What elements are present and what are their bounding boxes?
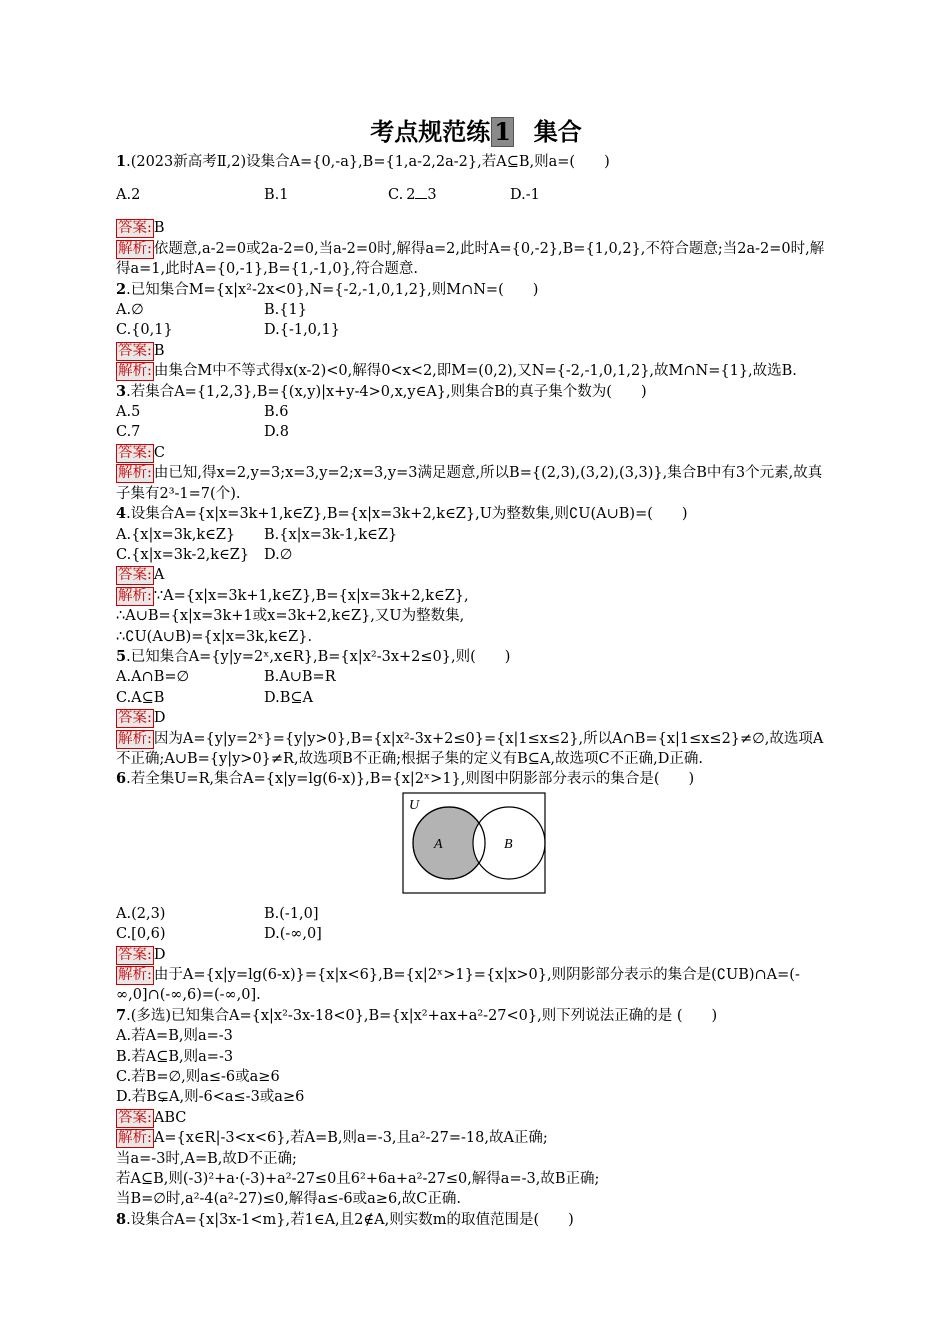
analysis-7: 解析: A={x∈R|-3<x<6},若A=B,则a=-3,且a²-27=-18,故A正确;	[118, 1130, 548, 1147]
title-topic: 集合	[533, 117, 582, 146]
answer-tag: 答案:	[118, 220, 152, 237]
question-7-option-d: D.若B⊊A,则-6<a≤-3或a≥6	[116, 1089, 305, 1106]
analysis-4: 解析: ∵A={x|x=3k+1,k∈Z},B={x|x=3k+2,k∈Z},	[118, 587, 469, 604]
venn-label-a: A	[434, 836, 443, 852]
question-2-options-row2: C.{0,1} D.{-1,0,1}	[116, 322, 340, 339]
answer-5: 答案: D	[118, 710, 166, 727]
analysis-4-line2: ∴A∪B={x|x=3k+1或x=3k+2,k∈Z},又U为整数集,	[116, 608, 465, 625]
venn-label-b: B	[504, 836, 513, 852]
question-1-stem: 1.(2023新高考Ⅱ,2)设集合A={0,-a},B={1,a-2,2a-2},若A⊆B,则a=( )	[116, 153, 610, 170]
analysis-3: 解析: 由已知,得x=2,y=3;x=3,y=2;x=3,y=3满足题意,所以B={(2,3),(3,2),(3,3)},集合B中有3个元素,故真子集有2³-1=7(个).	[116, 465, 823, 502]
fraction: 2 3	[406, 187, 437, 204]
answer-6: 答案: D	[118, 946, 166, 963]
analysis-1: 解析: 依题意,a-2=0或2a-2=0,当a-2=0时,解得a=2,此时A={0,-2},B={1,0,2},不符合题意;当2a-2=0时,解得a=1,此时A={0,-1},B={1,-1,0},符合题意.	[116, 240, 825, 278]
title-number-badge: 1	[491, 117, 514, 147]
question-7-option-a: A.若A=B,则a=-3	[116, 1028, 233, 1045]
question-7-option-b: B.若A⊆B,则a=-3	[116, 1048, 234, 1065]
question-6-options-row1: A.(2,3) B.(-1,0]	[116, 905, 319, 922]
question-5-stem: 5.已知集合A={y|y=2ˣ,x∈R},B={x|x²-3x+2≤0},则( )	[116, 647, 511, 665]
answer-4: 答案: A	[118, 567, 165, 584]
question-2-stem: 2.已知集合M={x|x²-2x<0},N={-2,-1,0,1,2},则M∩N=( )	[116, 280, 539, 298]
analysis-7-line2: 当a=-3时,A=B,故D不正确;	[116, 1150, 297, 1167]
answer-1: 答案: B	[118, 220, 165, 237]
question-6-options-row2: C.[0,6) D.(-∞,0]	[116, 926, 322, 943]
analysis-4-line3: ∴∁U(A∪B)={x|x=3k,k∈Z}.	[116, 628, 313, 645]
venn-svg	[402, 792, 546, 896]
question-3-options-row1: A.5 B.6	[116, 404, 289, 421]
question-3-options-row2: C.7 D.8	[116, 424, 289, 441]
title-text: 考点规范练	[370, 117, 491, 146]
answer-2: 答案: B	[118, 342, 165, 359]
venn-diagram	[116, 792, 836, 902]
analysis-6: 解析: 由于A={x|y=lg(6-x)}={x|x<6},B={x|2ˣ>1}={x|x>0},则阴影部分表示的集合是(∁UB)∩A=(-∞,0]∩(-∞,6)=(-∞,0].	[116, 967, 800, 1004]
question-1-options	[116, 172, 836, 218]
option-c: C. 2 3	[388, 187, 437, 204]
question-7-option-c: C.若B=∅,则a≤-6或a≥6	[116, 1069, 280, 1086]
option-b: B.1	[264, 187, 289, 204]
question-4-options-row1: A.{x|x=3k,k∈Z} B.{x|x=3k-1,k∈Z}	[116, 526, 398, 543]
question-4-options-row2: C.{x|x=3k-2,k∈Z} D.∅	[116, 546, 293, 563]
analysis-7-line3: 若A⊆B,则(-3)²+a·(-3)+a²-27≤0且6²+6a+a²-27≤0,解得a=-3,故B正确;	[116, 1171, 600, 1188]
option-a: A.2	[116, 187, 141, 204]
analysis-5: 解析: 因为A={y|y=2ˣ}={y|y>0},B={x|x²-3x+2≤0}={x|1≤x≤2},所以A∩B={x|1≤x≤2}≠∅,故选项A不正确;A∪B={y|y>0}≠R,故选项B不正确;根据子集的定义有B⊆A,故选项C不正确,D正确.	[116, 730, 824, 767]
question-3-stem: 3.若集合A={1,2,3},B={(x,y)|x+y-4>0,x,y∈A},则集合B的真子集个数为( )	[116, 382, 647, 400]
question-5-options-row1: A.A∩B=∅ B.A∪B=R	[116, 669, 336, 686]
answer-7: 答案: ABC	[118, 1109, 187, 1126]
question-5-options-row2: C.A⊆B D.B⊆A	[116, 689, 313, 706]
question-8-stem: 8.设集合A={x|3x-1<m},若1∈A,且2∉A,则实数m的取值范围是( )	[116, 1210, 574, 1228]
question-2-options-row1: A.∅ B.{1}	[116, 302, 307, 319]
question-4-stem: 4.设集合A={x|x=3k+1,k∈Z},B={x|x=3k+2,k∈Z},U为整数集,则∁U(A∪B)=( )	[116, 505, 688, 523]
venn-label-u: U	[409, 797, 420, 813]
analysis-2: 解析: 由集合M中不等式得x(x-2)<0,解得0<x<2,即M=(0,2),又N={-2,-1,0,1,2},故M∩N={1},故选B.	[118, 363, 797, 380]
question-7-stem: 7.(多选)已知集合A={x|x²-3x-18<0},B={x|x²+ax+a²-27<0},则下列说法正确的是 ( )	[116, 1006, 718, 1024]
question-6-stem: 6.若全集U=R,集合A={x|y=lg(6-x)},B={x|2ˣ>1},则图中阴影部分表示的集合是( )	[116, 770, 695, 788]
option-d: D.-1	[510, 187, 540, 204]
answer-3: 答案: C	[118, 444, 165, 461]
analysis-tag: 解析:	[118, 240, 152, 257]
analysis-7-line4: 当B=∅时,a²-4(a²-27)≤0,解得a≤-6或a≥6,故C正确.	[116, 1191, 461, 1208]
exercise-page	[116, 112, 836, 1230]
page-title	[116, 112, 836, 152]
